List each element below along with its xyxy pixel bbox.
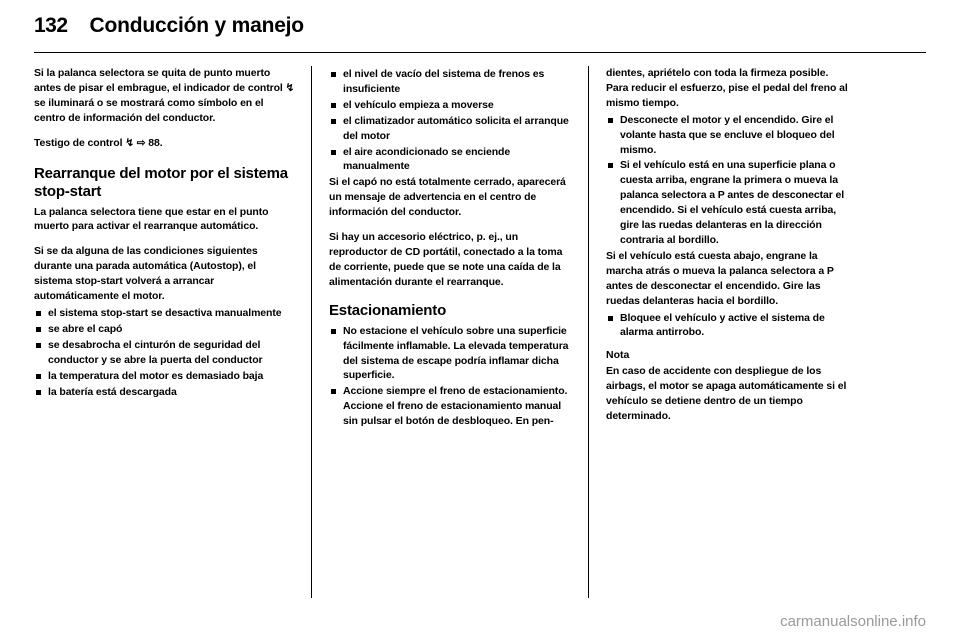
note-heading: Nota (606, 349, 630, 362)
page-header (34, 14, 926, 54)
list-item: el climatizador automático solicita el arranque del motor (329, 114, 574, 144)
paragraph: Testigo de control ↯ ⇨ 88. (34, 136, 163, 149)
paragraph: Si la palanca selectora se quita de punto muerto antes de pisar el embrague, el indicador de control ↯ se iluminará o se mostrará como símbolo en el centro de información del conductor. (34, 67, 295, 124)
list-item: se desabrocha el cinturón de seguridad del conductor y se abre la puerta del conductor (34, 338, 297, 368)
page-number: 132 (34, 14, 68, 37)
header-divider (34, 52, 926, 53)
column-3 (588, 66, 865, 598)
list-item: Desconecte el motor y el encendido. Gire el volante hasta que se encluve el bloqueo del mismo. (606, 113, 851, 158)
list-item: el sistema stop-start se desactiva manualmente (34, 306, 297, 321)
bullet-list (329, 67, 574, 174)
column-1 (34, 66, 311, 598)
list-item: el nivel de vacío del sistema de frenos es insuficiente (329, 67, 574, 97)
bullet-list (606, 311, 851, 341)
list-item: el aire acondicionado se enciende manualmente (329, 145, 574, 175)
spacer (34, 236, 297, 244)
bullet-list (606, 113, 851, 248)
list-item: No estacione el vehículo sobre una superficie fácilmente inflamable. La elevada temperatura del sistema de escape podría inflamar dicha superficie. (329, 324, 574, 384)
paragraph: Si el vehículo está cuesta abajo, engrane la marcha atrás o mueva la palanca selectora a P antes de desconectar el encendido. Gire las ruedas delanteras hacia el bordillo. (606, 249, 834, 307)
paragraph: La palanca selectora tiene que estar en el punto muerto para activar el rearranque automático. (34, 205, 269, 233)
page-title: Conducción y manejo (89, 14, 304, 37)
content-columns (34, 66, 926, 598)
list-item: la batería está descargada (34, 385, 297, 400)
list-item: Accione siempre el freno de estacionamiento. Accione el freno de estacionamiento manual sin pulsar el botón de desbloqueo. En pen- (329, 384, 574, 429)
spacer (34, 128, 297, 136)
paragraph: dientes, apriételo con toda la firmeza posible. Para reducir el esfuerzo, pise el pedal del freno al mismo tiempo. (606, 67, 848, 109)
site-watermark: carmanualsonline.info (780, 613, 926, 630)
list-item: Bloquee el vehículo y active el sistema de alarma antirrobo. (606, 311, 851, 341)
list-item: el vehículo empieza a moverse (329, 98, 574, 113)
paragraph: Si hay un accesorio eléctrico, p. ej., un reproductor de CD portátil, conectado a la toma de corriente, puede que se note una caída de la alimentación durante el rearranque. (329, 231, 563, 288)
spacer (329, 222, 574, 230)
section-heading: Estacionamiento (329, 301, 447, 319)
paragraph: En caso de accidente con despliegue de los airbags, el motor se apaga automáticamente si el vehículo se detiene dentro de un tiempo determinado. (606, 365, 847, 422)
list-item: Si el vehículo está en una superficie plana o cuesta arriba, engrane la primera o mueva la palanca selectora a P antes de desconectar el encendido. Si el vehículo está cuesta arriba, gire las ruedas delanteras en la dirección contraria al bordillo. (606, 158, 851, 247)
paragraph: Si el capó no está totalmente cerrado, aparecerá un mensaje de advertencia en el centro de información del conductor. (329, 176, 566, 219)
bullet-list (34, 306, 297, 399)
bullet-list (329, 324, 574, 429)
paragraph: Si se da alguna de las condiciones siguientes durante una parada automática (Autostop), el sistema stop-start volverá a arrancar automáticamente el motor. (34, 245, 258, 303)
list-item: se abre el capó (34, 322, 297, 337)
column-2 (311, 66, 588, 598)
section-heading: Rearranque del motor por el sistema stop-start (34, 164, 288, 200)
list-item: la temperatura del motor es demasiado baja (34, 369, 297, 384)
